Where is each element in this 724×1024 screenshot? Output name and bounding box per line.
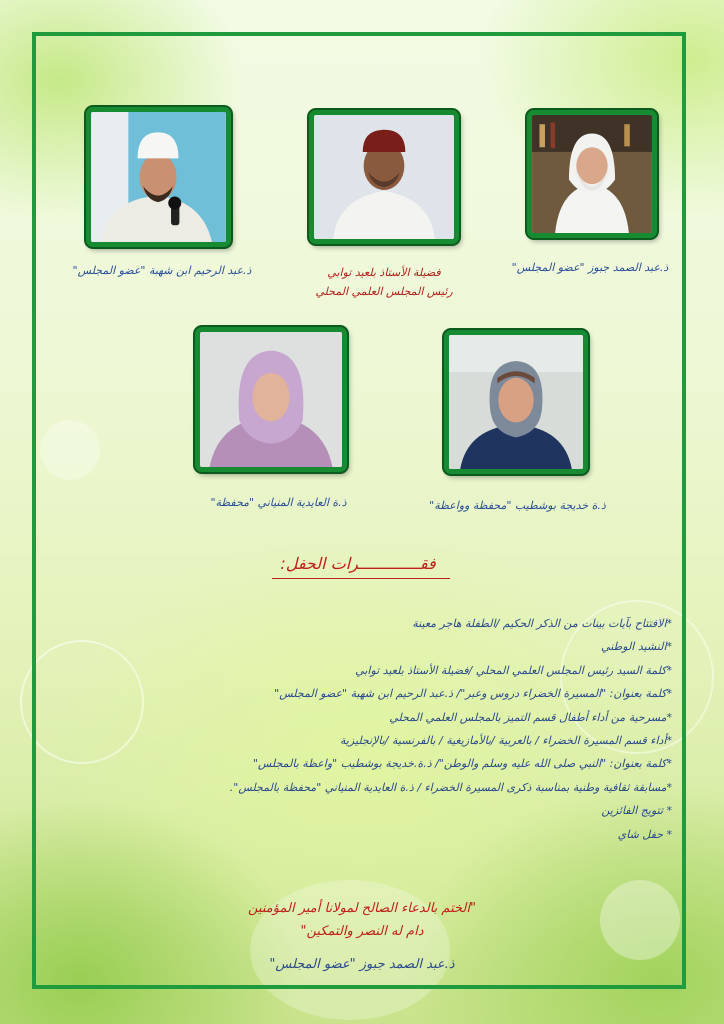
program-item: * تتويج الفائزين (601, 804, 672, 818)
member-photo-2 (309, 110, 459, 244)
member-photo-4 (444, 330, 588, 474)
member-photo-5 (195, 327, 347, 472)
program-item: *أداء قسم المسيرة الخضراء / بالعربية /بالأمازيغية / بالفرنسية /بالإنجليزية (339, 733, 672, 747)
member-caption-1: ذ.عبد الصمد جبوز "عضو المجلس" (511, 261, 669, 274)
portrait-icon (449, 335, 583, 469)
program-item: *مسرحية من أداء أطفال قسم التميز بالمجلس العلمي المحلي (389, 710, 672, 724)
program-item: *كلمة بعنوان: "النبي صلى الله عليه وسلم والوطن"/ ذ.ة.خديجة بوشطيب "واعظة بالمجلس" (252, 757, 672, 771)
portrait-icon (200, 332, 342, 467)
closing-prayer-line-1: "الختم بالدعاء الصالح لمولانا أمير المؤمنين (248, 901, 476, 916)
program-title-underline (272, 578, 450, 579)
program-item: *كلمة بعنوان: "المسيرة الخضراء دروس وعبر"/ ذ.عبد الرحيم ابن شهبة "عضو المجلس" (274, 687, 672, 701)
program-item: *النشيد الوطني (601, 640, 672, 654)
portrait-icon (532, 115, 652, 233)
member-caption-2-role: رئيس المجلس العلمي المحلي (315, 285, 453, 298)
program-item: * حفل شاي (617, 827, 672, 841)
closing-prayer-line-2: دام له النصر والتمكين" (300, 924, 424, 939)
program-item: *الافتتاح بآيات بينات من الذكر الحكيم /الطفلة هاجر معينة (412, 617, 672, 630)
closing-signature: ذ.عبد الصمد جبوز "عضو المجلس" (269, 957, 455, 972)
member-caption-4: ذ.ة خديجة بوشطيب "محفظة وواعظة" (429, 499, 606, 512)
member-caption-2-title: فضيلة الأستاذ بلعيد توابي (327, 266, 441, 279)
program-item: *كلمة السيد رئيس المجلس العلمي المحلي /فضيلة الأستاذ بلعيد توابي (355, 663, 672, 677)
member-photo-1 (527, 110, 657, 238)
program-item: *مسابقة ثقافية وطنية بمناسبة ذكرى المسيرة الخضراء / ذ.ة العايدية المنياني "محفظة بالمجلس". (229, 780, 672, 794)
portrait-icon (91, 112, 226, 242)
portrait-icon (314, 115, 454, 239)
program-list (72, 612, 672, 846)
member-caption-3: ذ.عبد الرحيم ابن شهبة "عضو المجلس" (72, 264, 252, 277)
program-title: فقـــــــــــــرات الحفل: (280, 554, 436, 573)
member-caption-5: ذ.ة العايدية المنياني "محفظة" (210, 496, 347, 509)
member-photo-3 (86, 107, 231, 247)
